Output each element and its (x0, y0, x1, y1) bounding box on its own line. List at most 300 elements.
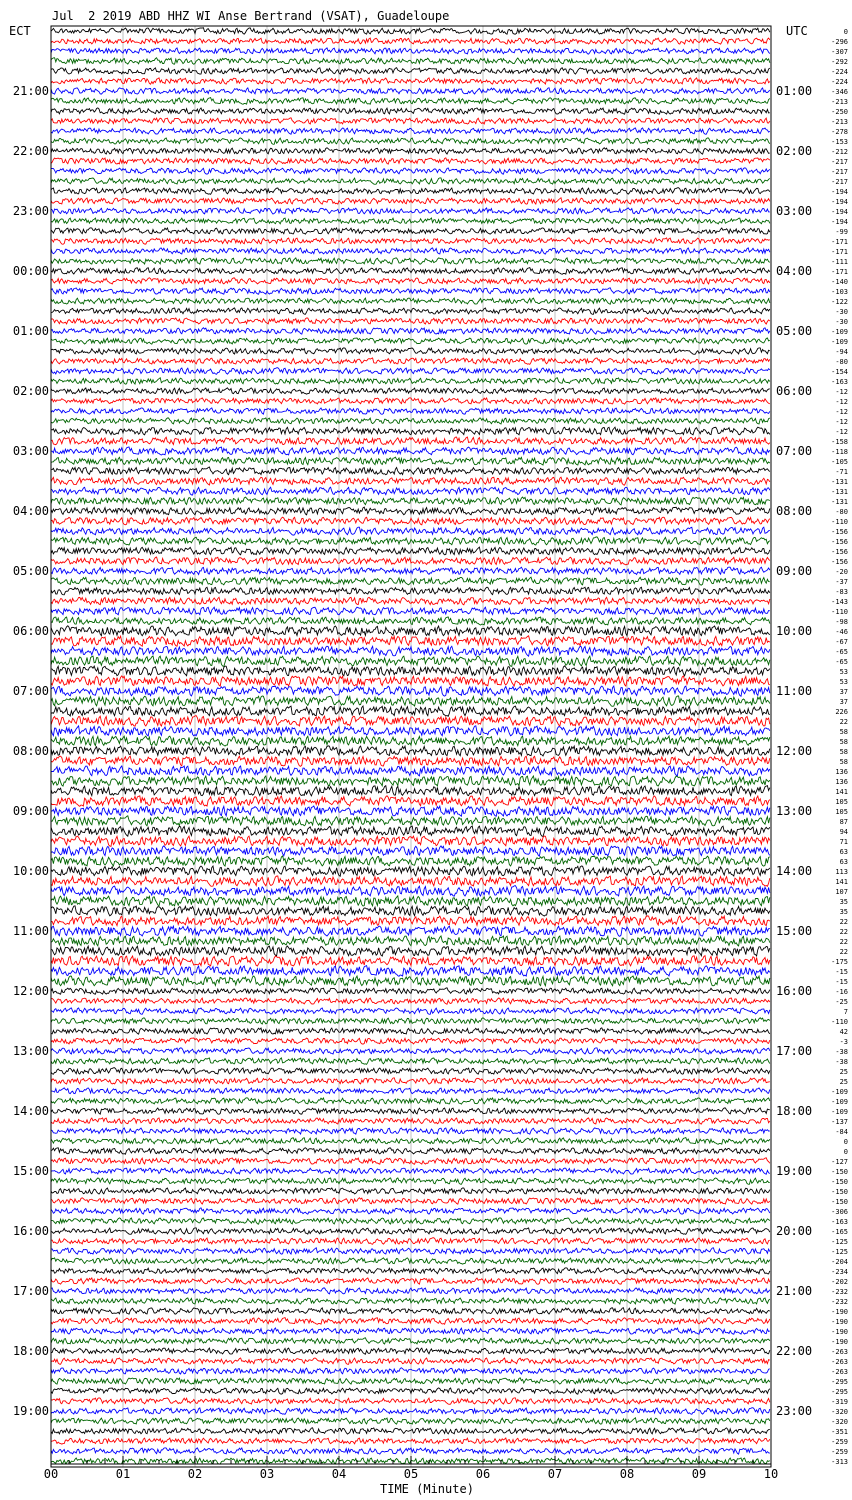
trace-value-label: -259 (831, 1438, 848, 1446)
trace-line (51, 457, 770, 465)
trace-value-label: -16 (835, 988, 848, 996)
x-tick-label: 09 (691, 1467, 707, 1481)
left-hour-label: 23:00 (12, 204, 49, 218)
trace-value-label: -131 (831, 498, 848, 506)
trace-line (51, 1448, 770, 1454)
trace-value-label: -163 (831, 1218, 848, 1226)
trace-line (51, 1018, 770, 1024)
trace-value-label: -234 (831, 1268, 848, 1276)
trace-value-label: -109 (831, 338, 848, 346)
trace-value-label: -131 (831, 488, 848, 496)
trace-value-label: -12 (835, 388, 848, 396)
trace-line (51, 746, 770, 756)
trace-value-label: 226 (835, 708, 848, 716)
trace-value-label: -71 (835, 468, 848, 476)
trace-value-label: -38 (835, 1048, 848, 1056)
trace-value-label: 141 (835, 878, 848, 886)
trace-value-label: -110 (831, 518, 848, 526)
left-hour-label: 03:00 (12, 444, 49, 458)
left-hour-label: 06:00 (12, 624, 49, 638)
trace-line (51, 268, 770, 275)
trace-value-label: -171 (831, 238, 848, 246)
right-hour-label: 20:00 (776, 1224, 813, 1238)
chart-title: Jul 2 2019 ABD HHZ WI Anse Bertrand (VSAT), Guadeloupe (52, 9, 450, 23)
x-tick-label: 03 (259, 1467, 275, 1481)
trace-line (51, 856, 770, 866)
x-tick-label: 00 (43, 1467, 59, 1481)
trace-value-label: -190 (831, 1308, 848, 1316)
trace-line (51, 626, 770, 636)
trace-value-label: 22 (839, 718, 848, 726)
right-hour-label: 03:00 (776, 204, 813, 218)
trace-line (51, 806, 770, 816)
trace-line (51, 676, 770, 686)
trace-line (51, 388, 770, 394)
trace-value-label: -319 (831, 1398, 848, 1406)
left-hour-label: 08:00 (12, 744, 49, 758)
trace-line (51, 766, 770, 776)
trace-value-label: -80 (835, 358, 848, 366)
trace-line (51, 138, 770, 144)
trace-line (51, 248, 770, 254)
right-hour-label: 05:00 (776, 324, 813, 338)
trace-value-label: -171 (831, 248, 848, 256)
trace-line (51, 886, 770, 897)
trace-value-label: -217 (831, 178, 848, 186)
trace-line (51, 636, 770, 646)
trace-value-label: 58 (839, 758, 848, 766)
trace-value-label: -80 (835, 508, 848, 516)
trace-value-label: -194 (831, 198, 848, 206)
right-hour-label: 18:00 (776, 1104, 813, 1118)
trace-value-label: -212 (831, 148, 848, 156)
trace-value-label: -125 (831, 1238, 848, 1246)
trace-value-label: -65 (835, 658, 848, 666)
trace-line (51, 447, 770, 455)
trace-value-label: -313 (831, 1458, 848, 1466)
trace-line (51, 706, 770, 716)
left-hour-label: 14:00 (12, 1104, 49, 1118)
trace-line (51, 1388, 770, 1394)
trace-value-label: -296 (831, 38, 848, 46)
trace-line (51, 1278, 770, 1284)
trace-line (51, 1208, 770, 1214)
trace-line (51, 1378, 770, 1384)
trace-line (51, 1198, 770, 1204)
trace-value-label: -25 (835, 998, 848, 1006)
trace-value-label: -131 (831, 478, 848, 486)
trace-line (51, 128, 770, 134)
trace-value-label: 105 (835, 798, 848, 806)
trace-line (51, 228, 770, 234)
trace-value-label: -65 (835, 648, 848, 656)
trace-line (51, 58, 770, 64)
right-hour-label: 12:00 (776, 744, 813, 758)
trace-line (51, 38, 770, 44)
trace-value-label: -46 (835, 628, 848, 636)
trace-line (51, 756, 770, 766)
x-tick-label: 01 (115, 1467, 131, 1481)
trace-value-label: 53 (839, 678, 848, 686)
trace-line (51, 1438, 770, 1444)
trace-line (51, 1358, 770, 1364)
x-tick-label: 08 (619, 1467, 635, 1481)
trace-value-label: -156 (831, 548, 848, 556)
left-hour-label: 00:00 (12, 264, 49, 278)
trace-line (51, 836, 770, 846)
trace-line (51, 68, 770, 74)
trace-line (51, 1318, 770, 1325)
trace-line (51, 148, 770, 154)
trace-line (51, 966, 770, 977)
trace-value-label: -232 (831, 1298, 848, 1306)
trace-value-label: 113 (835, 868, 848, 876)
trace-value-label: -125 (831, 1248, 848, 1256)
trace-value-label: -122 (831, 298, 848, 306)
x-tick-label: 05 (403, 1467, 419, 1481)
trace-line (51, 577, 770, 585)
trace-value-label: -109 (831, 1108, 848, 1116)
trace-value-label: -295 (831, 1378, 848, 1386)
trace-value-label: -154 (831, 368, 848, 376)
trace-value-label: -109 (831, 328, 848, 336)
trace-value-label: 141 (835, 788, 848, 796)
right-hour-label: 17:00 (776, 1044, 813, 1058)
trace-line (51, 1048, 770, 1054)
right-timezone-label: UTC (786, 24, 808, 38)
trace-line (51, 78, 770, 84)
trace-line (51, 1068, 770, 1075)
trace-value-label: -153 (831, 138, 848, 146)
trace-line (51, 1348, 770, 1354)
trace-line (51, 666, 770, 676)
trace-line (51, 168, 770, 174)
trace-line (51, 826, 770, 836)
trace-value-label: -12 (835, 398, 848, 406)
right-hour-label: 22:00 (776, 1344, 813, 1358)
trace-value-label: -190 (831, 1338, 848, 1346)
right-hour-label: 04:00 (776, 264, 813, 278)
trace-value-label: -110 (831, 1018, 848, 1026)
trace-value-label: -158 (831, 438, 848, 446)
right-hour-label: 10:00 (776, 624, 813, 638)
trace-line (51, 1218, 770, 1224)
seismic-traces (51, 28, 770, 1465)
trace-value-label: -137 (831, 1118, 848, 1126)
trace-value-label: -98 (835, 618, 848, 626)
trace-line (51, 517, 770, 525)
x-tick-label: 04 (331, 1467, 347, 1481)
trace-line (51, 1078, 770, 1084)
trace-value-label: -320 (831, 1418, 848, 1426)
trace-line (51, 477, 770, 485)
trace-line (51, 537, 770, 545)
trace-value-label: -250 (831, 108, 848, 116)
x-tick-label: 06 (475, 1467, 491, 1481)
trace-line (51, 597, 770, 605)
trace-value-label: 0 (843, 28, 848, 36)
left-timezone-label: ECT (9, 24, 31, 38)
left-hour-label: 18:00 (12, 1344, 49, 1358)
trace-line (51, 28, 770, 35)
trace-value-label: -263 (831, 1358, 848, 1366)
trace-value-label: -38 (835, 1058, 848, 1066)
trace-value-label: -127 (831, 1158, 848, 1166)
trace-value-label: 35 (839, 908, 848, 916)
right-hour-label: 16:00 (776, 984, 813, 998)
trace-value-label: -163 (831, 378, 848, 386)
trace-value-label: 42 (839, 1028, 848, 1036)
trace-value-label: -150 (831, 1178, 848, 1186)
trace-value-label: -109 (831, 1088, 848, 1096)
trace-value-label: -351 (831, 1428, 848, 1436)
trace-value-label: -307 (831, 48, 848, 56)
trace-value-label: -99 (835, 228, 848, 236)
trace-value-label: -37 (835, 578, 848, 586)
trace-value-label: -213 (831, 98, 848, 106)
trace-line (51, 178, 770, 184)
trace-value-label: 63 (839, 848, 848, 856)
trace-line (51, 1038, 770, 1044)
trace-value-label: 58 (839, 748, 848, 756)
trace-line (51, 258, 770, 264)
x-tick-label: 07 (547, 1467, 563, 1481)
trace-line (51, 716, 770, 727)
trace-value-label: 87 (839, 818, 848, 826)
trace-line (51, 1088, 770, 1094)
trace-line (51, 368, 770, 375)
trace-line (51, 328, 770, 334)
trace-value-label: -232 (831, 1288, 848, 1296)
trace-line (51, 188, 770, 195)
trace-value-label: 22 (839, 948, 848, 956)
right-hour-label: 07:00 (776, 444, 813, 458)
trace-line (51, 846, 770, 856)
trace-value-label: 7 (843, 1008, 848, 1016)
trace-value-label: -150 (831, 1168, 848, 1176)
trace-value-label: -295 (831, 1388, 848, 1396)
trace-line (51, 1288, 770, 1294)
trace-value-label: -30 (835, 308, 848, 316)
trace-value-label: -15 (835, 978, 848, 986)
trace-value-label: -306 (831, 1208, 848, 1216)
trace-value-label: -111 (831, 258, 848, 266)
left-hour-label: 01:00 (12, 324, 49, 338)
trace-line (51, 956, 770, 966)
trace-line (51, 916, 770, 926)
trace-value-label: 105 (835, 808, 848, 816)
trace-line (51, 646, 770, 656)
trace-line (51, 1418, 770, 1424)
trace-line (51, 776, 770, 786)
trace-line (51, 1298, 770, 1304)
trace-value-label: -263 (831, 1368, 848, 1376)
trace-value-label: 25 (839, 1078, 848, 1086)
trace-line (51, 48, 770, 54)
right-hour-label: 01:00 (776, 84, 813, 98)
trace-line (51, 507, 770, 515)
trace-line (51, 1368, 770, 1374)
trace-value-label: -150 (831, 1188, 848, 1196)
trace-value-label: 0 (843, 1148, 848, 1156)
trace-line (51, 866, 770, 876)
right-hour-label: 21:00 (776, 1284, 813, 1298)
trace-value-label: -171 (831, 268, 848, 276)
right-hour-label: 13:00 (776, 804, 813, 818)
trace-line (51, 1178, 770, 1184)
trace-value-label: -105 (831, 458, 848, 466)
trace-line (51, 487, 770, 495)
left-hour-label: 05:00 (12, 564, 49, 578)
trace-line (51, 926, 770, 936)
right-hour-label: 02:00 (776, 144, 813, 158)
trace-line (51, 118, 770, 124)
right-hour-label: 11:00 (776, 684, 813, 698)
trace-line (51, 796, 770, 807)
trace-value-label: 25 (839, 1068, 848, 1076)
trace-value-label: 107 (835, 888, 848, 896)
trace-line (51, 906, 770, 916)
trace-line (51, 208, 770, 214)
left-hour-label: 09:00 (12, 804, 49, 818)
trace-line (51, 308, 770, 314)
trace-line (51, 238, 770, 244)
trace-line (51, 1008, 770, 1014)
trace-line (51, 88, 770, 94)
trace-line (51, 587, 770, 595)
trace-line (51, 1228, 770, 1234)
trace-line (51, 1168, 770, 1174)
trace-value-label: 71 (839, 838, 848, 846)
trace-value-labels (831, 28, 848, 1466)
trace-line (51, 726, 770, 736)
trace-value-label: 22 (839, 918, 848, 926)
right-hour-label: 15:00 (776, 924, 813, 938)
trace-line (51, 1238, 770, 1245)
trace-line (51, 418, 770, 424)
trace-line (51, 656, 770, 666)
trace-line (51, 338, 770, 344)
trace-line (51, 497, 770, 505)
left-hour-label: 13:00 (12, 1044, 49, 1058)
left-hour-label: 19:00 (12, 1404, 49, 1418)
left-hour-label: 22:00 (12, 144, 49, 158)
trace-value-label: -12 (835, 418, 848, 426)
trace-line (51, 527, 770, 535)
trace-line (51, 318, 770, 324)
trace-line (51, 1058, 770, 1064)
trace-value-label: -143 (831, 598, 848, 606)
trace-value-label: -103 (831, 288, 848, 296)
trace-value-label: -346 (831, 88, 848, 96)
left-hour-label: 21:00 (12, 84, 49, 98)
left-hour-label: 11:00 (12, 924, 49, 938)
trace-line (51, 567, 770, 574)
trace-line (51, 378, 770, 384)
trace-line (51, 976, 770, 986)
right-hour-label: 14:00 (776, 864, 813, 878)
trace-line (51, 467, 770, 475)
trace-line (51, 876, 770, 886)
trace-line (51, 1028, 770, 1034)
trace-line (51, 1398, 770, 1404)
trace-value-label: -83 (835, 588, 848, 596)
trace-line (51, 1328, 770, 1334)
trace-line (51, 946, 770, 956)
trace-value-label: -175 (831, 958, 848, 966)
trace-value-label: -156 (831, 528, 848, 536)
trace-line (51, 696, 770, 706)
trace-value-label: -67 (835, 638, 848, 646)
trace-value-label: 136 (835, 778, 848, 786)
trace-value-label: -12 (835, 408, 848, 416)
left-hour-label: 17:00 (12, 1284, 49, 1298)
trace-line (51, 1128, 770, 1134)
trace-line (51, 617, 770, 625)
trace-value-label: -150 (831, 1198, 848, 1206)
trace-line (51, 736, 770, 746)
trace-value-label: -213 (831, 118, 848, 126)
trace-value-label: -320 (831, 1408, 848, 1416)
x-tick-label: 10 (763, 1467, 779, 1481)
trace-line (51, 408, 770, 414)
trace-line (51, 1428, 770, 1434)
trace-value-label: 35 (839, 898, 848, 906)
trace-value-label: -15 (835, 968, 848, 976)
trace-line (51, 98, 770, 105)
trace-value-label: 58 (839, 738, 848, 746)
trace-line (51, 998, 770, 1004)
trace-value-label: -217 (831, 158, 848, 166)
trace-line (51, 1158, 770, 1164)
trace-line (51, 786, 770, 796)
trace-value-label: -156 (831, 538, 848, 546)
trace-line (51, 348, 770, 354)
x-tick-label: 02 (187, 1467, 203, 1481)
trace-value-label: -109 (831, 1098, 848, 1106)
trace-value-label: -156 (831, 558, 848, 566)
trace-value-label: -194 (831, 188, 848, 196)
trace-value-label: -165 (831, 1228, 848, 1236)
trace-value-label: -278 (831, 128, 848, 136)
trace-value-label: 37 (839, 698, 848, 706)
trace-line (51, 437, 770, 445)
trace-line (51, 218, 770, 224)
right-hour-label: 09:00 (776, 564, 813, 578)
trace-value-label: -3 (839, 1038, 848, 1046)
trace-line (51, 557, 770, 565)
trace-line (51, 936, 770, 946)
right-hour-label: 08:00 (776, 504, 813, 518)
trace-line (51, 686, 770, 696)
trace-line (51, 1258, 770, 1264)
trace-value-label: -190 (831, 1328, 848, 1336)
trace-value-label: -204 (831, 1258, 848, 1266)
trace-value-label: -190 (831, 1318, 848, 1326)
trace-value-label: -12 (835, 428, 848, 436)
trace-value-label: 22 (839, 928, 848, 936)
trace-value-label: -217 (831, 168, 848, 176)
trace-line (51, 896, 770, 906)
left-hour-label: 12:00 (12, 984, 49, 998)
trace-value-label: 63 (839, 858, 848, 866)
trace-value-label: 53 (839, 668, 848, 676)
trace-line (51, 547, 770, 555)
left-hour-label: 07:00 (12, 684, 49, 698)
trace-line (51, 1308, 770, 1314)
left-hour-label: 15:00 (12, 1164, 49, 1178)
trace-line (51, 988, 770, 994)
